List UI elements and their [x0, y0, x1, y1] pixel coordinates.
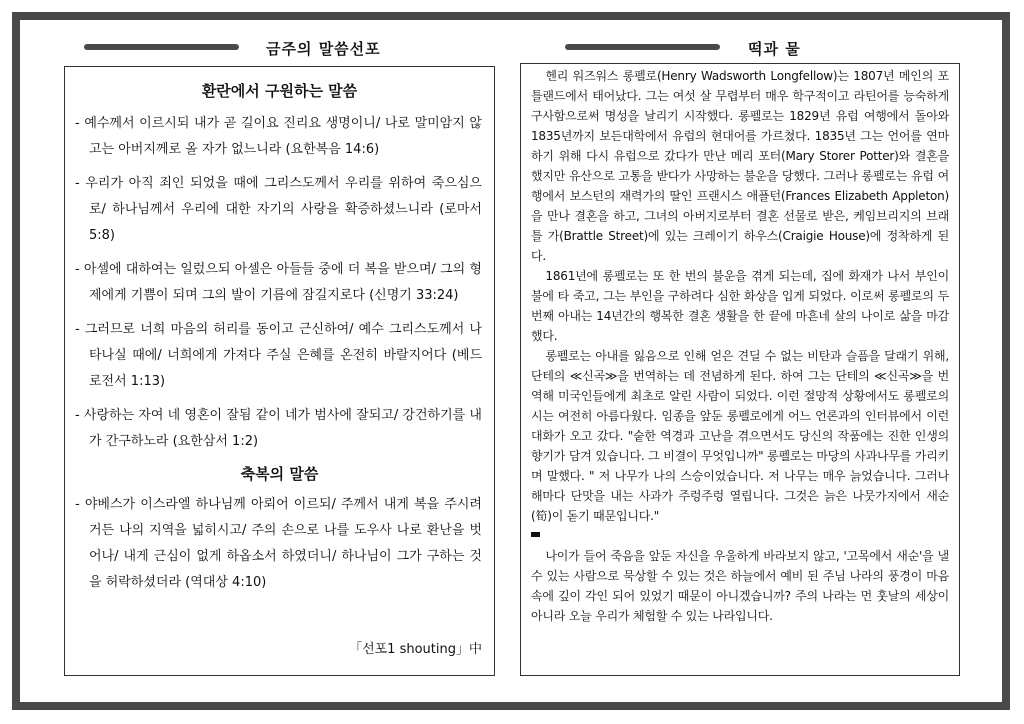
story-text: [521, 64, 959, 626]
divider-mark: [531, 532, 540, 537]
verse-item: - 그러므로 너희 마음의 허리를 동이고 근신하여/ 예수 그리스도께서 나타나실 때에/ 너희에게 가져다 주실 은혜를 온전히 바랄지어다 (베드로전서 1:13): [75, 322, 482, 389]
verse-item: - 아셀에 대하여는 일렀으되 아셀은 아들들 중에 더 복을 받으며/ 그의 형제에게 기쁨이 되며 그의 발이 기름에 잠길지로다 (신명기 33:24): [75, 262, 482, 303]
right-header: [565, 38, 965, 62]
story-box: [520, 63, 960, 676]
story-paragraph: 나이가 들어 죽음을 앞둔 자신을 우울하게 바라보지 않고, '고목에서 새순'을 낼 수 있는 사람으로 묵상할 수 있는 것은 하늘에서 예비 된 주님 나라의 풍경이 마음속에 깊이 각인 되어 있었기 때문이 아니겠습니까? 주의 나라는 먼 훗날의 세상이 아니라 오늘 우리가 체험할 수 있는 나라입니다.: [531, 549, 949, 623]
verse-item: - 우리가 아직 죄인 되었을 때에 그리스도께서 우리를 위하여 죽으심으로/ 하나님께서 우리에 대한 자기의 사랑을 확증하셨느니라 (로마서 5:8): [75, 176, 482, 243]
right-header-bar: [565, 44, 720, 50]
verse-item: - 야베스가 이스라엘 하나님께 아뢰어 이르되/ 주께서 내게 복을 주시려거든 나의 지역을 넓히시고/ 주의 손으로 나를 도우사 나로 환난을 벗어나/ 내게 근심이 없게 하옵소서 하였더니/ 하나님이 그가 구하는 것을 허락하셨더라 (역대상 4:10): [75, 497, 482, 590]
story-paragraph: 헨리 워즈워스 롱펠로(Henry Wadsworth Longfellow)는 1807년 메인의 포틀랜드에서 태어났다. 그는 여섯 살 무렵부터 매우 학구적이고 라틴어를 능숙하게 구사함으로써 명성을 날리기 시작했다. 롱펠로는 1829년 유럽 여행에서 돌아와 1835년까지 보든대학에서 유럽의 현대어를 가르쳤다. 1835년 그는 언어를 연마하기 위해 다시 유럽으로 갔다가 만난 메리 포터(Mary Storer Potter)와 결혼을 했지만 유산으로 고통을 받다가 사망하는 불운을 당했다. 그러나 롱펠로는 유럽 여행에서 보스턴의 재력가의 딸인 프랜시스 애플턴(Frances Elizabeth Appleton)을 만나 결혼을 하고, 그녀의 아버지로부터 결혼 선물로 받은, 케임브리지의 브래틀 가(Brattle Street)에 있는 크레이기 하우스(Craigie House)에 정착하게 된다.: [531, 69, 949, 263]
section-title-blessing: 축복의 말씀: [240, 465, 319, 483]
story-paragraph: 롱펠로는 아내를 잃음으로 인해 얻은 견딜 수 없는 비탄과 슬픔을 달래기 위해, 단테의 ≪신곡≫을 번역하는 데 전념하게 된다. 하여 그는 단테의 ≪신곡≫을 번역해 미국인들에게 최초로 알린 사람이 되었다. 이런 절망적 상황에서도 롱펠로의 시는 여전히 아름다웠다. 임종을 앞둔 롱펠로에게 어느 언론과의 인터뷰에서 이런 대화가 오고 갔다. "숱한 역경과 고난을 겪으면서도 당신의 작품에는 진한 인생의 향기가 담겨 있습니다. 그 비결이 무엇입니까" 롱펠로는 마당의 사과나무를 가리키며 말했다. " 저 나무가 나의 스승이었습니다. 저 나무는 매우 늙었습니다. 그러나 해마다 단맛을 내는 사과가 주렁주렁 열립니다. 그것은 늙은 나뭇가지에서 새순(筍)이 돋기 때문입니다.": [531, 349, 950, 523]
verse-list-salvation: [65, 111, 494, 455]
verse-list-blessing: [65, 492, 494, 596]
verse-item: - 사랑하는 자여 네 영혼이 잘됨 같이 네가 범사에 잘되고/ 강건하기를 내가 간구하노라 (요한삼서 1:2): [75, 408, 482, 449]
left-header: [84, 38, 484, 62]
right-header-title: 떡과 물: [748, 40, 801, 58]
sermon-box: [64, 66, 495, 676]
story-paragraph: 1861년에 롱펠로는 또 한 번의 불운을 겪게 되는데, 집에 화재가 나서 부인이 불에 타 죽고, 그는 부인을 구하려다 심한 화상을 입게 되었다. 이로써 롱펠로의 두 번째 아내는 14년간의 행복한 결혼 생활을 한 끝에 마흔네 살의 나이로 삶을 마감했다.: [531, 269, 949, 343]
left-header-title: 금주의 말씀선포: [266, 40, 381, 58]
section-title-salvation: 환란에서 구원하는 말씀: [201, 82, 358, 100]
left-header-bar: [84, 44, 239, 50]
source-credit: 「선포1 shouting」中: [349, 642, 482, 657]
verse-item: - 예수께서 이르시되 내가 곧 길이요 진리요 생명이니/ 나로 말미암지 않고는 아버지께로 올 자가 없느니라 (요한복음 14:6): [75, 116, 482, 157]
